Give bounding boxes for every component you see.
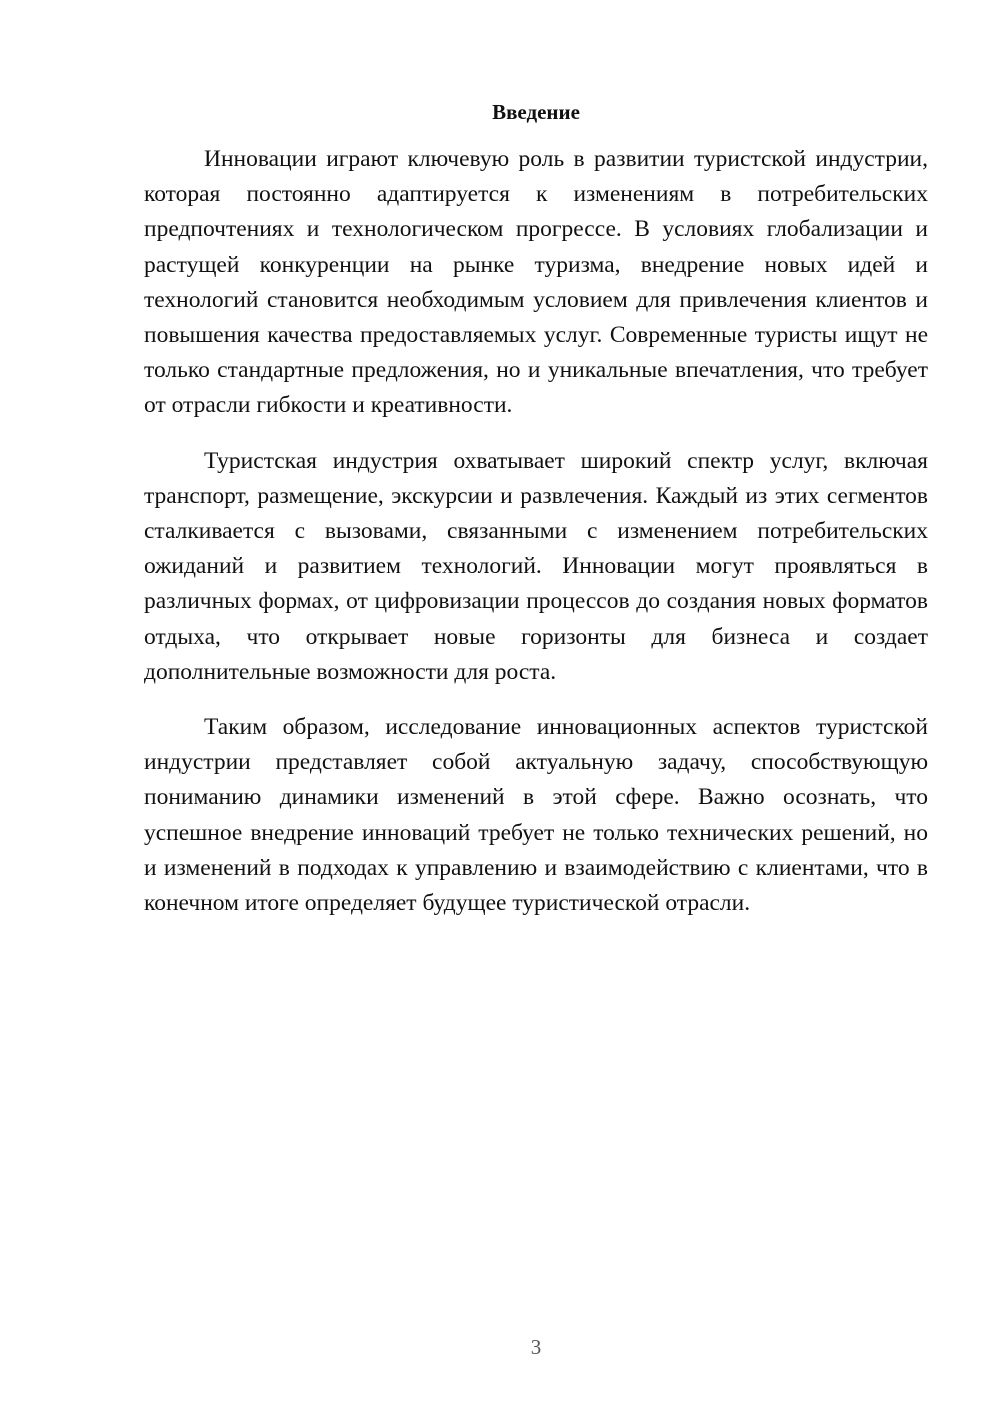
paragraph-1: Инновации играют ключевую роль в развитии туристской индустрии, которая постоянно адаптируется к изменениям в потребительских предпочтениях и технологическом прогрессе. В условиях глобализации и растущей конкуренции на рынке туризма, внедрение новых идей и технологий становится необходимым условием для привлечения клиентов и повышения качества предоставляемых услуг. Современные туристы ищут не только стандартные предложения, но и уникальные впечатления, что требует от отрасли гибкости и креативности. [144,146,928,419]
page-number: 3 [530,1335,542,1359]
page-title: Введение [492,100,580,124]
paragraph-3: Таким образом, исследование инновационных аспектов туристской индустрии представляет собой актуальную задачу, способствующую пониманию динамики изменений в этой сфере. Важно осознать, что успешное внедрение инноваций требует не только технических решений, но и изменений в подходах к управлению и взаимодействию с клиентами, что в конечном итоге определяет будущее туристической отрасли. [144,714,928,917]
paragraph-2: Туристская индустрия охватывает широкий спектр услуг, включая транспорт, размещение, экскурсии и развлечения. Каждый из этих сегментов сталкивается с вызовами, связанными с изменением потребительских ожиданий и развитием технологий. Инновации могут проявляться в различных формах, от цифровизации процессов до создания новых форматов отдыха, что открывает новые горизонты для бизнеса и создает дополнительные возможности для роста. [144,447,928,685]
document-body [144,142,928,941]
